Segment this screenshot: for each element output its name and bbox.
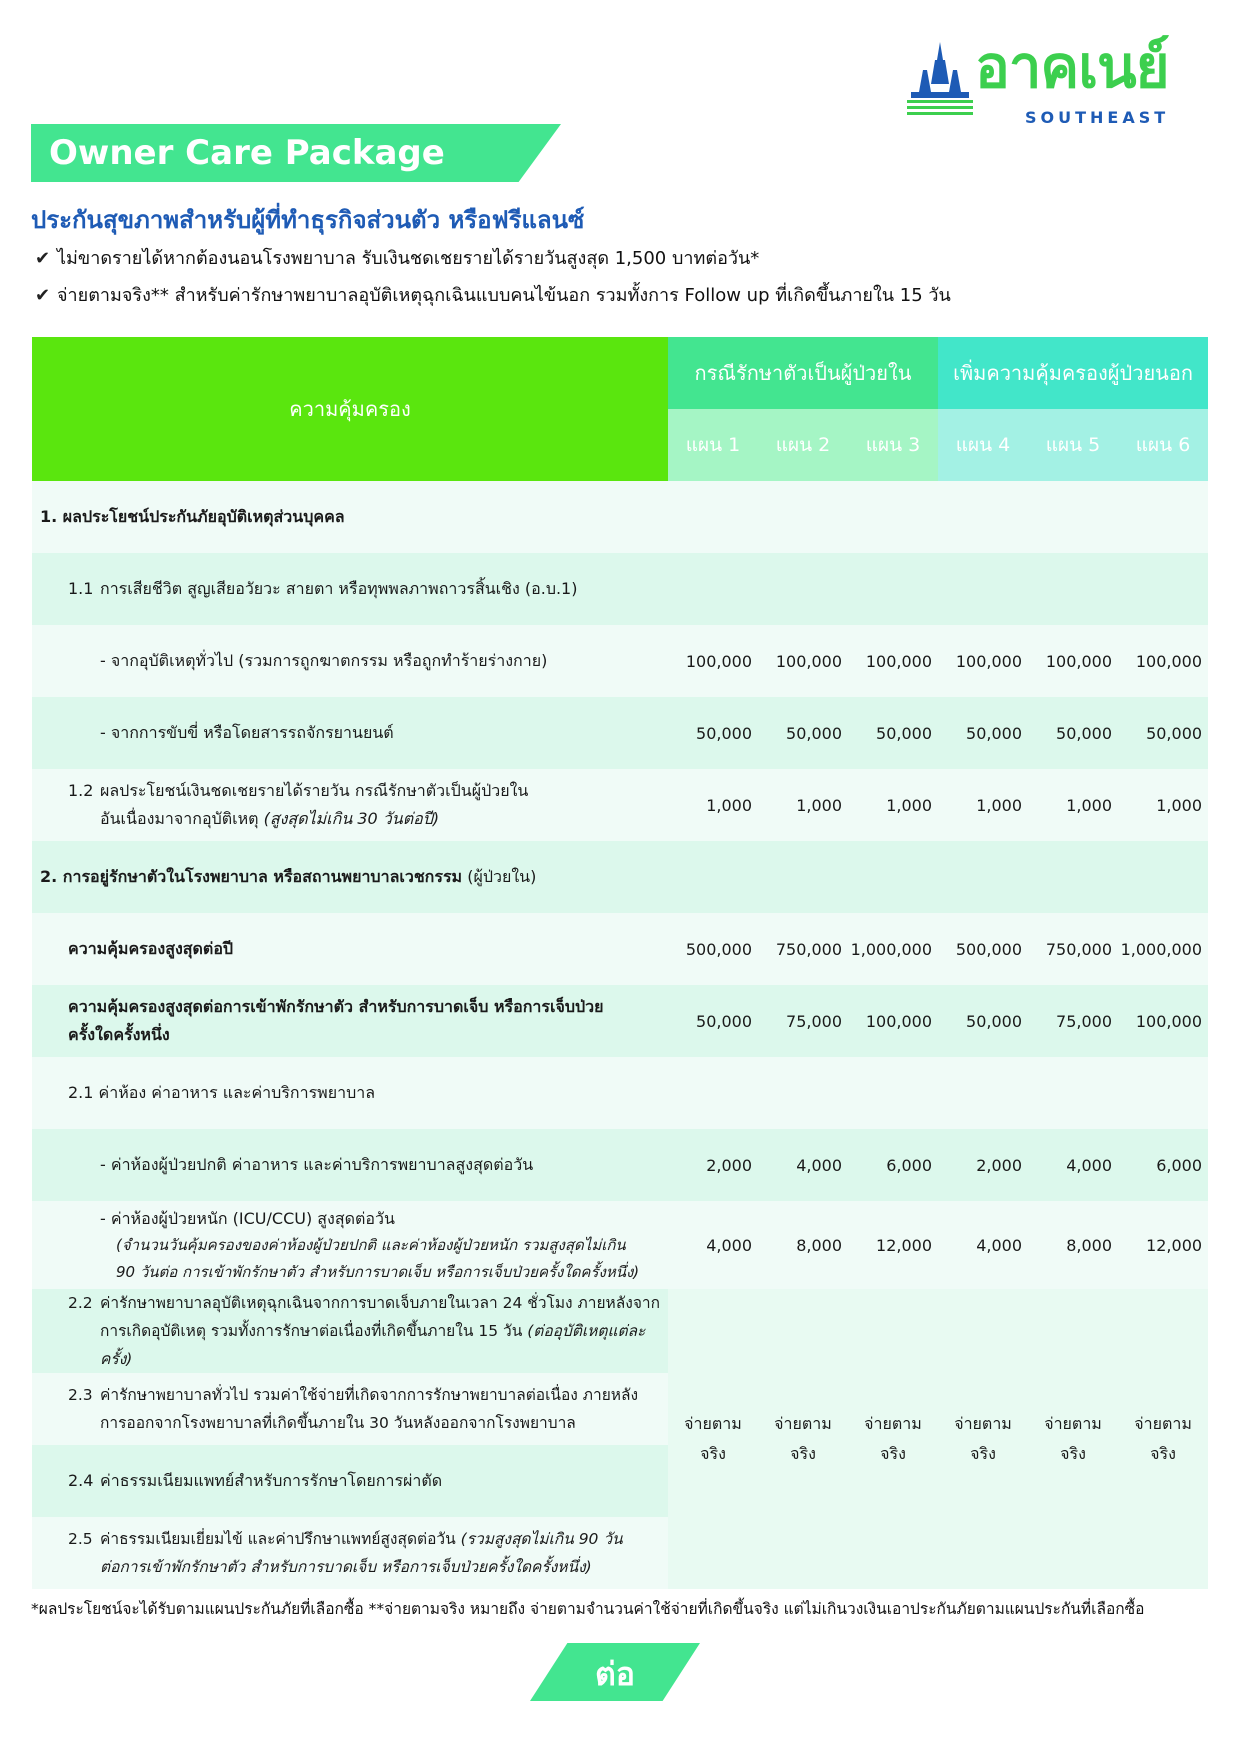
cell-value: 1,000 [1028,769,1118,841]
cell-value: 2,000 [938,1129,1028,1201]
row-label: ค่ารักษาพยาบาลอุบัติเหตุฉุกเฉินจากการบาดเจ็บภายในเวลา 24 ชั่วโมง ภายหลังจาก [100,1294,661,1312]
cell-value: 500,000 [938,913,1028,985]
cell-value: 100,000 [1118,625,1208,697]
plan-header: แผน 4 [938,409,1028,481]
cell-value: 100,000 [1028,625,1118,697]
table-row [32,1057,1208,1129]
cell-value: 75,000 [758,985,848,1057]
cell-value: 50,000 [758,697,848,769]
cell-value: 1,000 [848,769,938,841]
row-label: - จากการขับขี่ หรือโดยสารรถจักรยานยนต์ [100,722,394,742]
check-icon: ✔ [35,248,51,269]
temple-icon [905,40,975,120]
cell-value: 2,000 [668,1129,758,1201]
cell-value: 50,000 [938,697,1028,769]
table-row: 1.1 การเสียชีวิต สูญเสียอวัยวะ สายตา หรือทุพพลภาพถาวรสิ้นเชิง (อ.บ.1) [32,553,1208,625]
plan-header: แผน 5 [1028,409,1118,481]
table-row: 1.2 ผลประโยชน์เงินชดเชยรายได้รายวัน กรณีรักษาตัวเป็นผู้ป่วยใน อันเนื่องมาจากอุบัติเหตุ (สูงสุดไม่เกิน 30 วันต่อปี) 1,000 1,000 1,000 1,000 1,000 1,000 [32,769,1208,841]
next-label: ต่อ [595,1655,635,1693]
cell-value: 1,000 [938,769,1028,841]
plan-header: แผน 2 [758,409,848,481]
table-row: 2.4 ค่าธรรมเนียมแพทย์สำหรับการรักษาโดยการผ่าตัด [32,1445,1208,1517]
actual-cost-cell: จ่ายตาม จริง [668,1289,758,1589]
table-row [32,625,1208,697]
actual-cost-cell: จ่ายตาม จริง [1118,1289,1208,1589]
feature-bullet: ✔ จ่ายตามจริง** สำหรับค่ารักษาพยาบาลอุบัติเหตุฉุกเฉินแบบคนไข้นอก รวมทั้งการ Follow up ที่เกิดขึ้นภายใน 15 วัน [35,285,951,306]
table-row [32,481,1208,553]
coverage-table [32,337,1208,1589]
check-icon: ✔ [35,285,51,306]
page-title: Owner Care Package [49,133,445,173]
cell-value: 8,000 [758,1201,848,1289]
cell-value: 8,000 [1028,1201,1118,1289]
row-label: ความคุ้มครองสูงสุดต่อปี [68,938,234,958]
title-banner [31,124,561,182]
brand-sub: SOUTHEAST [1025,108,1170,127]
actual-cost-cell: จ่ายตาม จริง [938,1289,1028,1589]
inpatient-group-header: กรณีรักษาตัวเป็นผู้ป่วยใน [668,337,938,409]
cell-value: 1,000,000 [1118,913,1208,985]
cell-value: 12,000 [1118,1201,1208,1289]
cell-value: 750,000 [1028,913,1118,985]
next-page-button[interactable] [530,1643,700,1701]
table-row [32,913,1208,985]
brand-name: อาคเนย์ [975,33,1169,101]
table-row: 2. การอยู่รักษาตัวในโรงพยาบาล หรือสถานพยาบาลเวชกรรม (ผู้ป่วยใน) [32,841,1208,913]
feature-bullet: ✔ ไม่ขาดรายได้หากต้องนอนโรงพยาบาล รับเงินชดเชยรายได้รายวันสูงสุด 1,500 บาทต่อวัน* [35,248,760,269]
table-row: ความคุ้มครองสูงสุดต่อการเข้าพักรักษาตัว สำหรับการบาดเจ็บ หรือการเจ็บป่วย ครั้งใดครั้งหนึ่ง 50,000 75,000 100,000 50,000 75,000 100,000 [32,985,1208,1057]
cell-value: 4,000 [1028,1129,1118,1201]
actual-cost-cell: จ่ายตาม จริง [1028,1289,1118,1589]
cell-value: 100,000 [938,625,1028,697]
cell-value: 100,000 [848,625,938,697]
cell-value: 1,000 [668,769,758,841]
plan-header: แผน 6 [1118,409,1208,481]
cell-value: 6,000 [848,1129,938,1201]
table-row [32,1129,1208,1201]
table-row: 2.3 ค่ารักษาพยาบาลทั่วไป รวมค่าใช้จ่ายที่เกิดจากการรักษาพยาบาลต่อเนื่อง ภายหลัง การออกจากโรงพยาบาลที่เกิดขึ้นภายใน 30 วันหลังออกจากโรงพยาบาล [32,1373,1208,1445]
row-label: ค่าธรรมเนียมเยี่ยมไข้ และค่าปรึกษาแพทย์สูงสุดต่อวัน [100,1530,456,1548]
cell-value: 50,000 [668,697,758,769]
row-label: - ค่าห้องผู้ป่วยปกติ ค่าอาหาร และค่าบริการพยาบาลสูงสุดต่อวัน [100,1154,534,1174]
cell-value: 50,000 [848,697,938,769]
cell-value: 6,000 [1118,1129,1208,1201]
cell-value: 100,000 [1118,985,1208,1057]
brand-logo [905,33,1195,130]
table-row: - ค่าห้องผู้ป่วยหนัก (ICU/CCU) สูงสุดต่อวัน (จำนวนวันคุ้มครองของค่าห้องผู้ป่วยปกติ และค่าห้องผู้ป่วยหนัก รวมสูงสุดไม่เกิน 90 วันต่อ การเข้าพักรักษาตัว สำหรับการบาดเจ็บ หรือการเจ็บป่วยครั้งใดครั้งหนึ่ง) 4,000 8,000 12,000 4,000 8,000 12,000 [32,1201,1208,1289]
cell-value: 50,000 [668,985,758,1057]
cell-value: 1,000 [758,769,848,841]
cell-value: 50,000 [1028,697,1118,769]
outpatient-group-header: เพิ่มความคุ้มครองผู้ป่วยนอก [938,337,1208,409]
cell-value: 1,000,000 [848,913,938,985]
actual-cost-cell: จ่ายตาม จริง [848,1289,938,1589]
footnote: *ผลประโยชน์จะได้รับตามแผนประกันภัยที่เลือกซื้อ **จ่ายตามจริง หมายถึง จ่ายตามจำนวนค่าใช้จ่ายที่เกิดขึ้นจริง แต่ไม่เกินวงเงินเอาประกันภัยตามแผนประกันที่เลือกซื้อ [31,1600,1145,1618]
cell-value: 50,000 [938,985,1028,1057]
row-label: ค่าธรรมเนียมแพทย์สำหรับการรักษาโดยการผ่าตัด [100,1470,443,1490]
row-label: - ค่าห้องผู้ป่วยหนัก (ICU/CCU) สูงสุดต่อวัน [100,1208,395,1228]
cell-value: 75,000 [1028,985,1118,1057]
row-label: 2. การอยู่รักษาตัวในโรงพยาบาล หรือสถานพยาบาลเวชกรรม [40,866,463,886]
row-label: 1. ผลประโยชน์ประกันภัยอุบัติเหตุส่วนบุคคล [32,481,668,553]
cell-value: 500,000 [668,913,758,985]
cell-value: 100,000 [848,985,938,1057]
cell-value: 12,000 [848,1201,938,1289]
actual-cost-cell: จ่ายตาม จริง [758,1289,848,1589]
cell-value: 750,000 [758,913,848,985]
plan-header: แผน 1 [668,409,758,481]
cell-value: 4,000 [938,1201,1028,1289]
cell-value: 4,000 [758,1129,848,1201]
plan-header: แผน 3 [848,409,938,481]
table-row [32,697,1208,769]
coverage-header: ความคุ้มครอง [32,337,668,481]
cell-value: 4,000 [668,1201,758,1289]
row-label: - จากอุบัติเหตุทั่วไป (รวมการถูกฆาตกรรม หรือถูกทำร้ายร่างกาย) [100,650,548,670]
cell-value: 1,000 [1118,769,1208,841]
row-label: 2.1 ค่าห้อง ค่าอาหาร และค่าบริการพยาบาล [68,1082,376,1102]
row-label: ความคุ้มครองสูงสุดต่อการเข้าพักรักษาตัว สำหรับการบาดเจ็บ หรือการเจ็บป่วย [68,997,604,1016]
row-label: การเสียชีวิต สูญเสียอวัยวะ สายตา หรือทุพพลภาพถาวรสิ้นเชิง (อ.บ.1) [100,578,578,598]
row-label: ค่ารักษาพยาบาลทั่วไป รวมค่าใช้จ่ายที่เกิดจากการรักษาพยาบาลต่อเนื่อง ภายหลัง [100,1386,639,1404]
page-subtitle: ประกันสุขภาพสำหรับผู้ที่ทำธุรกิจส่วนตัว หรือฟรีแลนซ์ [31,206,585,234]
table-row: 2.2 ค่ารักษาพยาบาลอุบัติเหตุฉุกเฉินจากการบาดเจ็บภายในเวลา 24 ชั่วโมง ภายหลังจาก การเกิดอุบัติเหตุ รวมทั้งการรักษาต่อเนื่องที่เกิดขึ้นภายใน 15 วัน (ต่ออุบัติเหตุแต่ละครั้ง) จ่ายตาม จริง จ่ายตาม จริง จ่ายตาม จริง จ่ายตาม จริง จ่ายตาม จริง จ่ายตาม จริง [32,1289,1208,1373]
cell-value: 50,000 [1118,697,1208,769]
row-label: ผลประโยชน์เงินชดเชยรายได้รายวัน กรณีรักษาตัวเป็นผู้ป่วยใน [100,781,529,800]
cell-value: 100,000 [668,625,758,697]
table-row: 2.5 ค่าธรรมเนียมเยี่ยมไข้ และค่าปรึกษาแพทย์สูงสุดต่อวัน (รวมสูงสุดไม่เกิน 90 วัน ต่อการเข้าพักรักษาตัว สำหรับการบาดเจ็บ หรือการเจ็บป่วยครั้งใดครั้งหนึ่ง) [32,1517,1208,1589]
cell-value: 100,000 [758,625,848,697]
